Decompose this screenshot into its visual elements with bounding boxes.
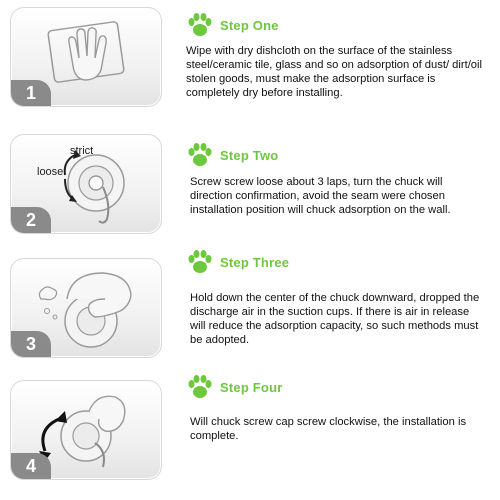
- step-2-illustration: [10, 134, 162, 234]
- step-2-number-badge: 2: [11, 207, 51, 233]
- step-3-header: [185, 247, 289, 277]
- step-1-text: Wipe with dry dishcloth on the surface of the stainless steel/ceramic tile, glass and so on adsorption of dust/ dirt/oil stolen goods, must make the adsorption surface is completely dry before installing.: [186, 45, 482, 99]
- loose-label: loose: [37, 166, 64, 178]
- step-2-title: Step Two: [220, 147, 279, 163]
- step-3-illustration: [10, 258, 162, 358]
- paw-icon: [185, 140, 215, 170]
- strict-label: strict: [70, 145, 94, 157]
- step-4-text: Will chuck screw cap screw clockwise, the installation is complete.: [190, 416, 467, 442]
- paw-icon: [185, 372, 215, 402]
- step-1-title: Step One: [220, 17, 279, 33]
- step-3-number-badge: 3: [11, 331, 51, 357]
- step-2-header: [185, 140, 278, 170]
- step-1-header: [185, 10, 279, 40]
- paw-icon: [185, 247, 215, 277]
- step-3-title: Step Three: [220, 254, 290, 270]
- step-1-illustration: [10, 7, 162, 107]
- step-4-title: Step Four: [220, 379, 283, 395]
- step-4-header: [185, 372, 282, 402]
- step-4-number-badge: 4: [11, 453, 51, 479]
- step-4-illustration: [10, 380, 162, 480]
- step-2-text: Screw screw loose about 3 laps, turn the chuck will direction confirmation, avoid the seam were chosen installation position will chuck adsorption on the wall.: [190, 176, 451, 216]
- step-3-text: Hold down the center of the chuck downward, dropped the discharge air in the suction cups. If there is air in release will reduce the adsorption capacity, so such methods must be adopted.: [190, 292, 480, 346]
- paw-icon: [185, 10, 215, 40]
- step-1-number-badge: 1: [11, 80, 51, 106]
